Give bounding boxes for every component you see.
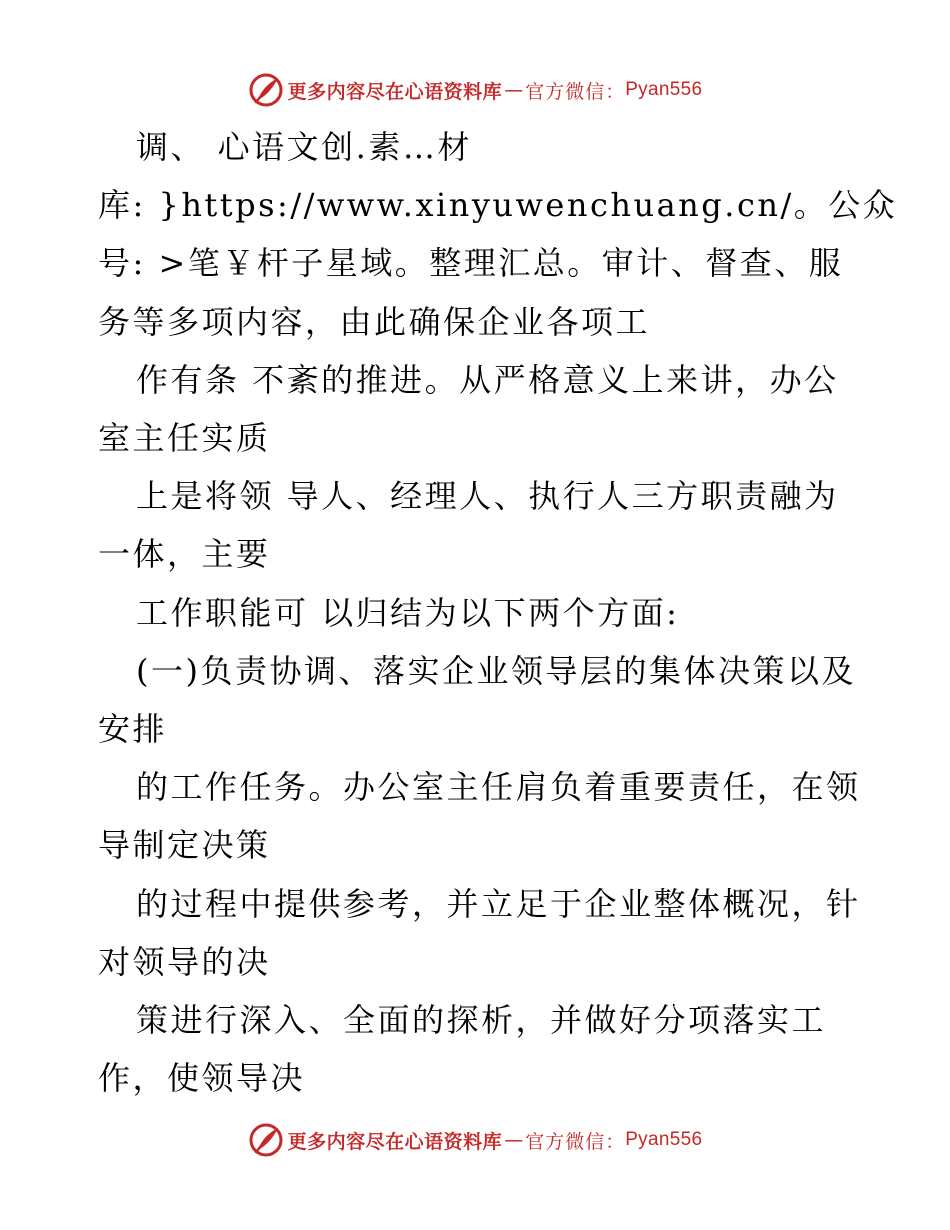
header-banner bbox=[0, 70, 950, 110]
text-line: 调、 心语文创.素…材 bbox=[136, 128, 472, 166]
banner-separator: — bbox=[504, 1129, 524, 1151]
text-line: 导制定决策 bbox=[98, 826, 271, 865]
text-line: 对领导的决 bbox=[98, 942, 271, 981]
text-line: 的过程中提供参考，并立足于企业整体概况，针 bbox=[136, 884, 861, 923]
text-line: 作有条 不紊的推进。从严格意义上来讲，办公 bbox=[136, 360, 839, 399]
text-line: 工作职能可 以归结为以下两个方面: bbox=[136, 593, 680, 632]
banner-wechat-label: 官方微信： bbox=[525, 1130, 626, 1153]
banner-wechat-label: 官方微信： bbox=[525, 80, 626, 103]
text-line: 号: >笔￥杆子星域。整理汇总。审计、督查、服 bbox=[98, 244, 844, 283]
banner-main-text: 更多内容尽在心语资料库 bbox=[287, 1130, 503, 1153]
footer-banner bbox=[0, 1120, 950, 1160]
text-line: 库: }https://www.xinyuwenchuang.cn/。公众 bbox=[98, 186, 898, 225]
quill-logo-icon bbox=[248, 1122, 284, 1158]
banner-main-text: 更多内容尽在心语资料库 bbox=[287, 80, 503, 103]
document-body bbox=[98, 118, 898, 1107]
text-line: 安排 bbox=[98, 710, 168, 749]
text-line: 策进行深入、全面的探析，并做好分项落实工 bbox=[136, 1001, 827, 1040]
banner-wechat-id: Pyan556 bbox=[625, 79, 703, 100]
text-line: (一)负责协调、落实企业领导层的集体决策以及 bbox=[136, 651, 856, 690]
text-line: 的工作任务。办公室主任肩负着重要责任，在领 bbox=[136, 768, 861, 807]
banner-wechat-id: Pyan556 bbox=[625, 1129, 703, 1150]
text-line: 室主任实质 bbox=[98, 419, 271, 458]
text-line: 一体，主要 bbox=[98, 535, 271, 574]
text-line: 务等多项内容，由此确保企业各项工 bbox=[98, 302, 651, 341]
text-line: 作，使领导决 bbox=[98, 1059, 306, 1098]
quill-logo-icon bbox=[248, 72, 284, 108]
banner-separator: — bbox=[504, 79, 524, 101]
text-line: 上是将领 导人、经理人、执行人三方职责融为 bbox=[136, 477, 839, 516]
